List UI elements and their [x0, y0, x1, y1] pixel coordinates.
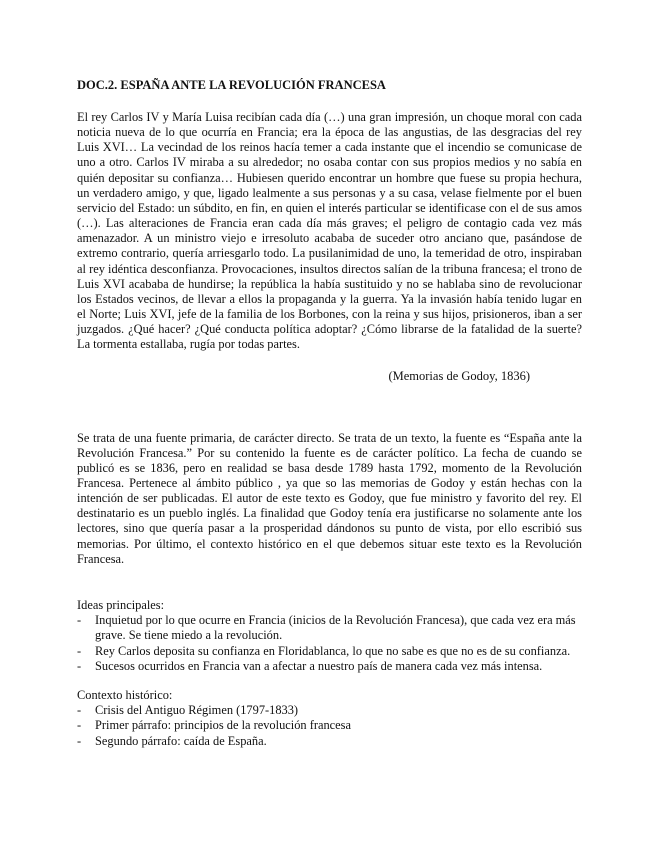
list-item: [77, 703, 582, 718]
dash-bullet: -: [77, 733, 82, 748]
context-heading: Contexto histórico:: [77, 687, 173, 702]
list-item-text: Crisis del Antiguo Régimen (1797-1833): [95, 703, 299, 718]
list-item: [77, 644, 582, 659]
analysis-paragraph: Se trata de una fuente primaria, de carácter directo. Se trata de un texto, la fuente es “España ante la Revolución Francesa.” Por su contenido la fuente es de carácter político. La fecha de cuando se publicó es se 1836, pero en realidad se basa desde 1789 hasta 1792, momento de la Revolución Francesa. Pertenece al ámbito público , ya que so las memorias de Godoy y están hechas con la intención de ser publicadas. El autor de este texto es Godoy, que fue ministro y favorito del rey. El destinatario es un pueblo inglés. La finalidad que Godoy tenía era justificarse no solamente ante los lectores, sino que quería pasar a la prosperidad dándonos su punto de vista, por ello escribió sus memorias. Por último, el contexto histórico en el que debemos situar este texto es la Revolución Francesa.: [77, 430, 582, 566]
ideas-list: [77, 613, 582, 674]
document-title: DOC.2. ESPAÑA ANTE LA REVOLUCIÓN FRANCESA: [77, 78, 386, 92]
ideas-section: [77, 598, 582, 674]
list-item: [77, 734, 582, 749]
list-item-text: Inquietud por lo que ocurre en Francia (inicios de la Revolución Francesa), que cada vez era más grave. Se tiene miedo a la revolución.: [95, 613, 576, 643]
quote-paragraph: El rey Carlos IV y María Luisa recibían cada día (…) una gran impresión, un choque moral con cada noticia nueva de lo que ocurría en Francia; era la época de las angustias, de las desgracias del rey Luis XVI… La vecindad de los reinos hacía temer a cada instante que el incendio se comunicase de uno a otro. Carlos IV miraba a su alrededor; no osaba contar con sus propios medios y no sabía en quién depositar su confianza… Hubiesen querido encontrar un hombre que fuese su propia hechura, un verdadero amigo, y que, ligado lealmente a sus personas y a su casa, velase fielmente por el buen servicio del Estado: un súbdito, en fin, en quien el interés particular se identificase con el de sus amos (…). Las alteraciones de Francia eran cada día más graves; el peligro de contagio cada vez más amenazador. A un ministro viejo e irresoluto acababa de suceder otro anciano que, pasándose de extremo contrario, quería arriesgarlo todo. La pusilanimidad de uno, la temeridad de otro, inspiraban al rey idéntica desconfianza. Provocaciones, insultos directos salían de la tribuna francesa; el trono de Luis XVI acababa de hundirse; la república la había sustituido y no se hablaba sino de revolucionar los Estados vecinos, de llevar a ellos la propaganda y la guerra. Ya la invasión había tenido lugar en el Norte; Luis XVI, jefe de la familia de los Borbones, con la reina y sus hijos, prisioneros, iban a ser juzgados. ¿Qué hacer? ¿Qué conducta política adoptar? ¿Cómo librarse de la fatalidad de la suerte? La tormenta estallaba, rugía por todas partes.: [77, 110, 582, 352]
list-item: [77, 613, 582, 643]
dash-bullet: -: [77, 613, 82, 628]
list-item: [77, 659, 582, 674]
list-item-text: Primer párrafo: principios de la revolución francesa: [95, 718, 351, 733]
dash-bullet: -: [77, 658, 82, 673]
list-item: [77, 718, 582, 733]
document-page: [77, 78, 582, 749]
list-item-text: Rey Carlos deposita su confianza en Floridablanca, lo que no sabe es que no es de su confianza.: [95, 643, 571, 658]
dash-bullet: -: [77, 703, 82, 718]
ideas-heading: Ideas principales:: [77, 597, 165, 612]
dash-bullet: -: [77, 643, 82, 658]
list-item-text: Sucesos ocurridos en Francia van a afectar a nuestro país de manera cada vez más intensa.: [95, 658, 543, 673]
quote-source: (Memorias de Godoy, 1836): [388, 368, 530, 383]
list-item-text: Segundo párrafo: caída de España.: [95, 733, 267, 748]
dash-bullet: -: [77, 718, 82, 733]
context-section: [77, 688, 582, 749]
context-list: [77, 703, 582, 749]
